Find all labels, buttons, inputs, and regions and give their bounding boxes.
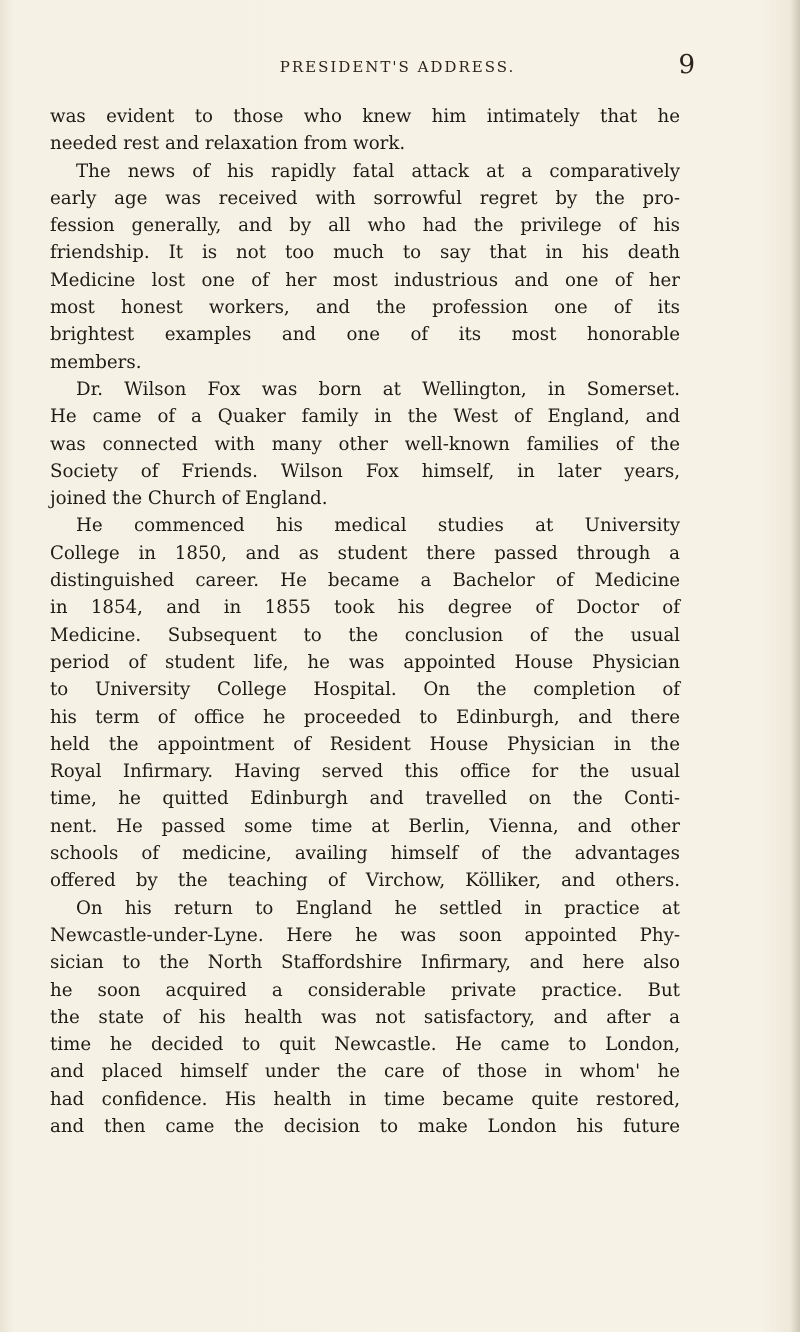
text-line: and placed himself under the care of those in whom' he: [50, 1061, 680, 1083]
text-line: the state of his health was not satisfactory, and after a: [50, 1006, 680, 1028]
text-line: offered by the teaching of Virchow, Kölliker, and others.: [50, 870, 680, 892]
text-line: and then came the decision to make London his future: [50, 1115, 680, 1137]
text-line: Newcastle-under-Lyne. Here he was soon appointed Phy-: [50, 924, 680, 946]
text-line: He came of a Quaker family in the West of England, and: [50, 406, 680, 428]
page-number: 9: [678, 50, 695, 80]
text-line: nent. He passed some time at Berlin, Vienna, and other: [50, 815, 680, 837]
text-line: early age was received with sorrowful regret by the pro-: [50, 187, 680, 209]
page-header: [100, 50, 695, 86]
text-line: period of student life, he was appointed House Physician: [50, 651, 680, 673]
text-line: On his return to England he settled in practice at: [76, 897, 680, 919]
text-line: The news of his rapidly fatal attack at a comparatively: [76, 160, 680, 182]
text-line: joined the Church of England.: [50, 488, 328, 510]
text-line: brightest examples and one of its most honorable: [50, 324, 680, 346]
text-line: to University College Hospital. On the completion of: [50, 679, 680, 701]
body-text: [50, 103, 680, 1140]
text-line: had confidence. His health in time became quite restored,: [50, 1088, 680, 1110]
text-line: College in 1850, and as student there passed through a: [50, 542, 680, 564]
text-line: held the appointment of Resident House Physician in the: [50, 733, 680, 755]
text-line: Royal Infirmary. Having served this office for the usual: [50, 761, 680, 783]
text-line: Society of Friends. Wilson Fox himself, in later years,: [50, 460, 680, 482]
text-line: time he decided to quit Newcastle. He came to London,: [50, 1034, 680, 1056]
text-line: was evident to those who knew him intimately that he: [50, 106, 680, 127]
text-line: he soon acquired a considerable private practice. But: [50, 979, 680, 1001]
text-line: Medicine lost one of her most industrious and one of her: [50, 269, 680, 291]
text-line: Dr. Wilson Fox was born at Wellington, in Somerset.: [76, 378, 680, 400]
text-line: He commenced his medical studies at University: [76, 515, 680, 537]
text-line: was connected with many other well-known families of the: [50, 433, 680, 455]
text-line: most honest workers, and the profession one of its: [50, 297, 680, 319]
page-gutter-shadow: [790, 0, 800, 1332]
text-line: needed rest and relaxation from work.: [50, 133, 406, 155]
text-line: sician to the North Staffordshire Infirmary, and here also: [50, 952, 680, 974]
text-line: schools of medicine, availing himself of the advantages: [50, 843, 680, 865]
text-line: distinguished career. He became a Bachelor of Medicine: [50, 570, 680, 592]
running-head: PRESIDENT'S ADDRESS.: [279, 58, 516, 76]
text-line: in 1854, and in 1855 took his degree of Doctor of: [50, 597, 680, 619]
text-line: fession generally, and by all who had the privilege of his: [50, 215, 680, 237]
text-line: friendship. It is not too much to say that in his death: [50, 242, 680, 264]
text-line: members.: [50, 351, 142, 373]
text-line: Medicine. Subsequent to the conclusion of the usual: [50, 624, 680, 646]
text-line: time, he quitted Edinburgh and travelled on the Conti-: [50, 788, 680, 810]
text-line: his term of office he proceeded to Edinburgh, and there: [50, 706, 680, 728]
